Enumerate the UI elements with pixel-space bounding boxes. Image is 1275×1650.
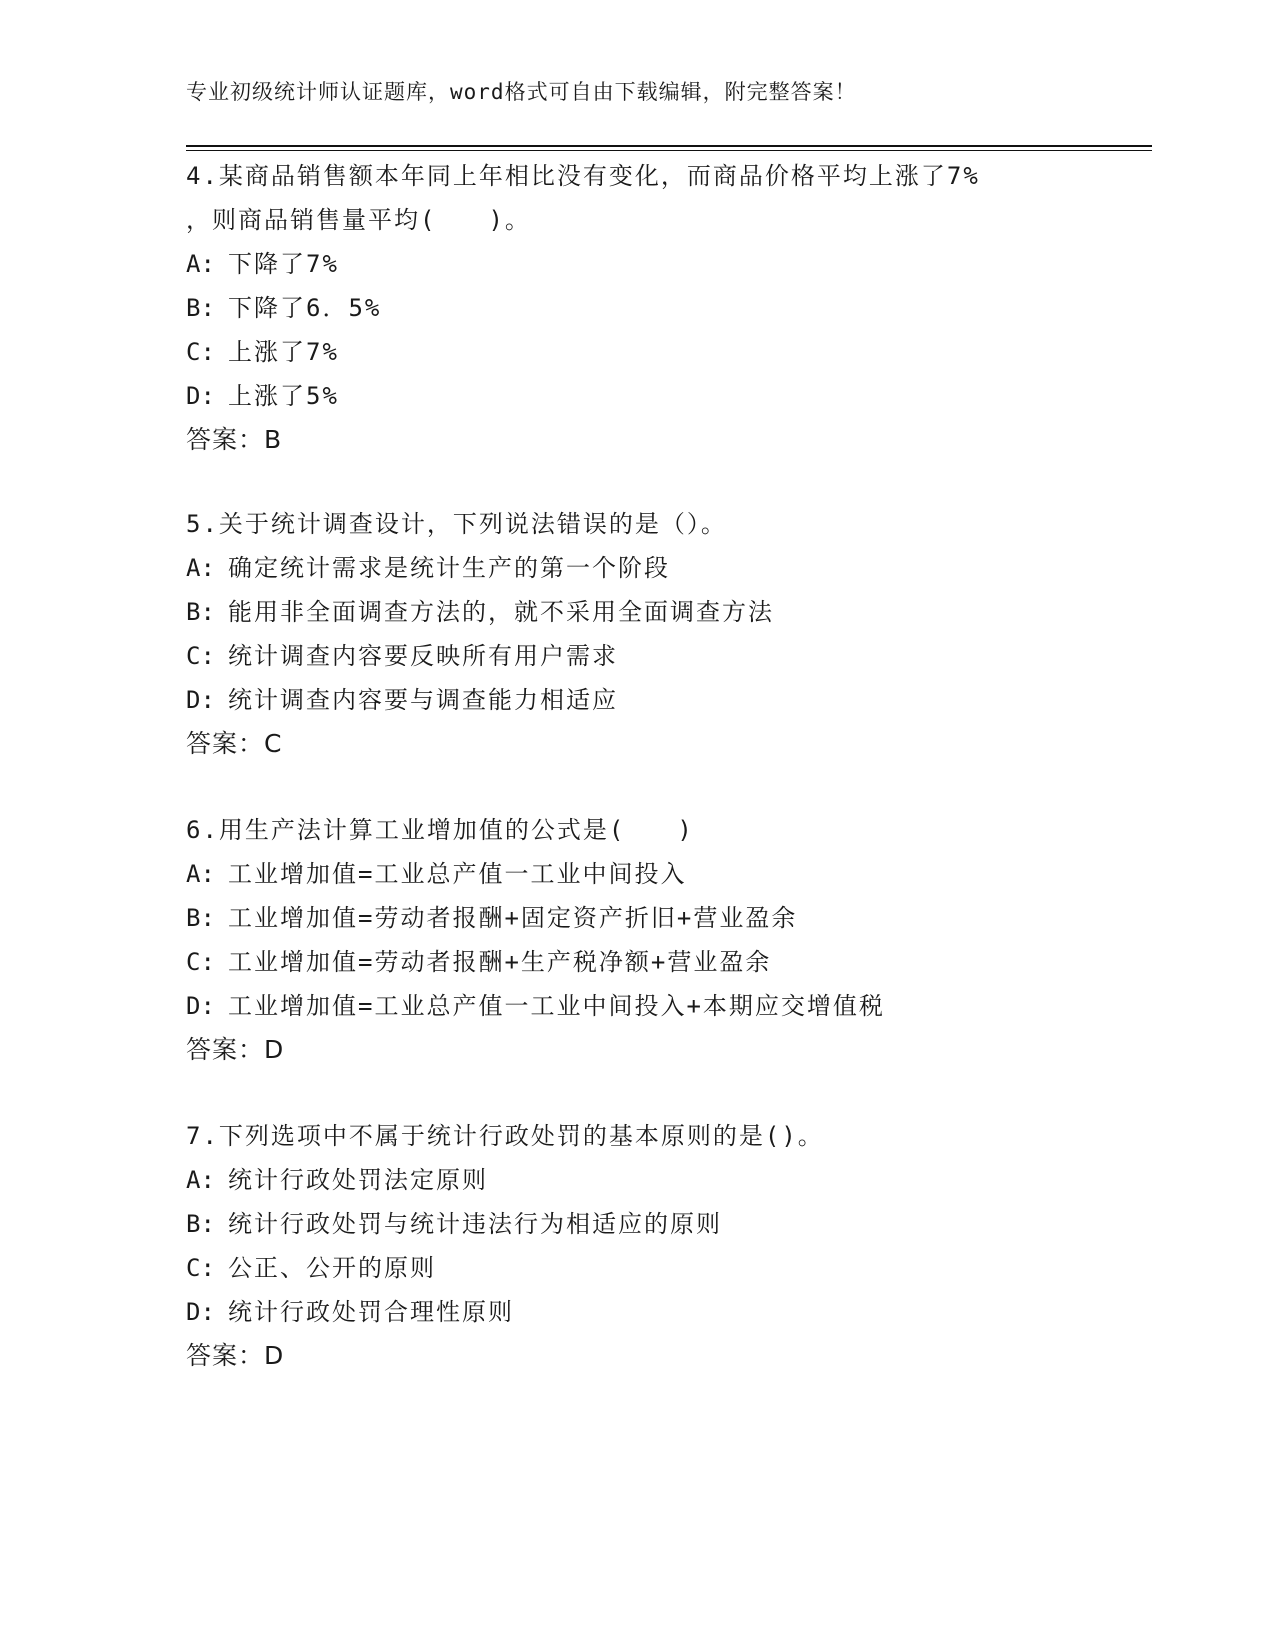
option-text: 统计行政处罚合理性原则: [228, 1298, 514, 1326]
option-letter: C:: [186, 948, 215, 976]
question-stem-line: 7.下列选项中不属于统计行政处罚的基本原则的是()。: [186, 1122, 824, 1150]
question-5: [186, 502, 1146, 766]
option-d: [186, 678, 1146, 722]
header-divider: [186, 145, 1152, 151]
option-letter: C:: [186, 642, 215, 670]
question-stem-line: 4.某商品销售额本年同上年相比没有变化，而商品价格平均上涨了7%: [186, 162, 980, 190]
option-b: [186, 286, 1146, 330]
option-d: [186, 374, 1146, 418]
option-text: 统计行政处罚法定原则: [228, 1166, 488, 1194]
option-a: [186, 852, 1146, 896]
option-letter: B:: [186, 904, 215, 932]
option-text: 统计调查内容要反映所有用户需求: [228, 642, 618, 670]
option-b: [186, 590, 1146, 634]
option-d: [186, 1290, 1146, 1334]
option-text: 上涨了5%: [228, 382, 339, 410]
option-a: [186, 546, 1146, 590]
option-text: 能用非全面调查方法的，就不采用全面调查方法: [228, 598, 774, 626]
option-text: 工业增加值=劳动者报酬+固定资产折旧+营业盈余: [228, 904, 798, 932]
option-c: [186, 1246, 1146, 1290]
option-a: [186, 242, 1146, 286]
page-header-text: 专业初级统计师认证题库，word格式可自由下载编辑，附完整答案！: [186, 80, 857, 104]
option-letter: D:: [186, 686, 215, 714]
answer-label: 答案：D: [186, 1341, 285, 1370]
option-letter: D:: [186, 382, 215, 410]
option-letter: A:: [186, 554, 215, 582]
option-text: 下降了7%: [228, 250, 339, 278]
question-4: [186, 154, 1146, 462]
option-text: 上涨了7%: [228, 338, 339, 366]
option-c: [186, 940, 1146, 984]
question-stem-line: 5.关于统计调查设计，下列说法错误的是（）。: [186, 510, 727, 538]
question-7: [186, 1114, 1146, 1378]
option-letter: B:: [186, 1210, 215, 1238]
option-letter: A:: [186, 860, 215, 888]
option-text: 统计行政处罚与统计违法行为相适应的原则: [228, 1210, 722, 1238]
answer-label: 答案：C: [186, 729, 283, 758]
option-b: [186, 1202, 1146, 1246]
option-text: 工业增加值=工业总产值一工业中间投入: [228, 860, 687, 888]
option-text: 下降了6．5%: [228, 294, 382, 322]
option-d: [186, 984, 1146, 1028]
option-c: [186, 634, 1146, 678]
option-text: 工业增加值=工业总产值一工业中间投入+本期应交增值税: [228, 992, 885, 1020]
option-letter: A:: [186, 1166, 215, 1194]
option-letter: D:: [186, 992, 215, 1020]
option-letter: C:: [186, 1254, 215, 1282]
question-stem-line: ，则商品销售量平均( )。: [186, 206, 531, 234]
option-text: 确定统计需求是统计生产的第一个阶段: [228, 554, 670, 582]
option-text: 统计调查内容要与调查能力相适应: [228, 686, 618, 714]
option-c: [186, 330, 1146, 374]
option-b: [186, 896, 1146, 940]
option-text: 公正、公开的原则: [228, 1254, 436, 1282]
option-letter: B:: [186, 598, 215, 626]
option-letter: C:: [186, 338, 215, 366]
option-letter: B:: [186, 294, 215, 322]
option-text: 工业增加值=劳动者报酬+生产税净额+营业盈余: [228, 948, 772, 976]
question-stem-line: 6.用生产法计算工业增加值的公式是( ): [186, 816, 694, 844]
answer-label: 答案：D: [186, 1035, 285, 1064]
question-6: [186, 808, 1146, 1072]
answer-label: 答案：B: [186, 425, 283, 454]
option-a: [186, 1158, 1146, 1202]
option-letter: D:: [186, 1298, 215, 1326]
option-letter: A:: [186, 250, 215, 278]
